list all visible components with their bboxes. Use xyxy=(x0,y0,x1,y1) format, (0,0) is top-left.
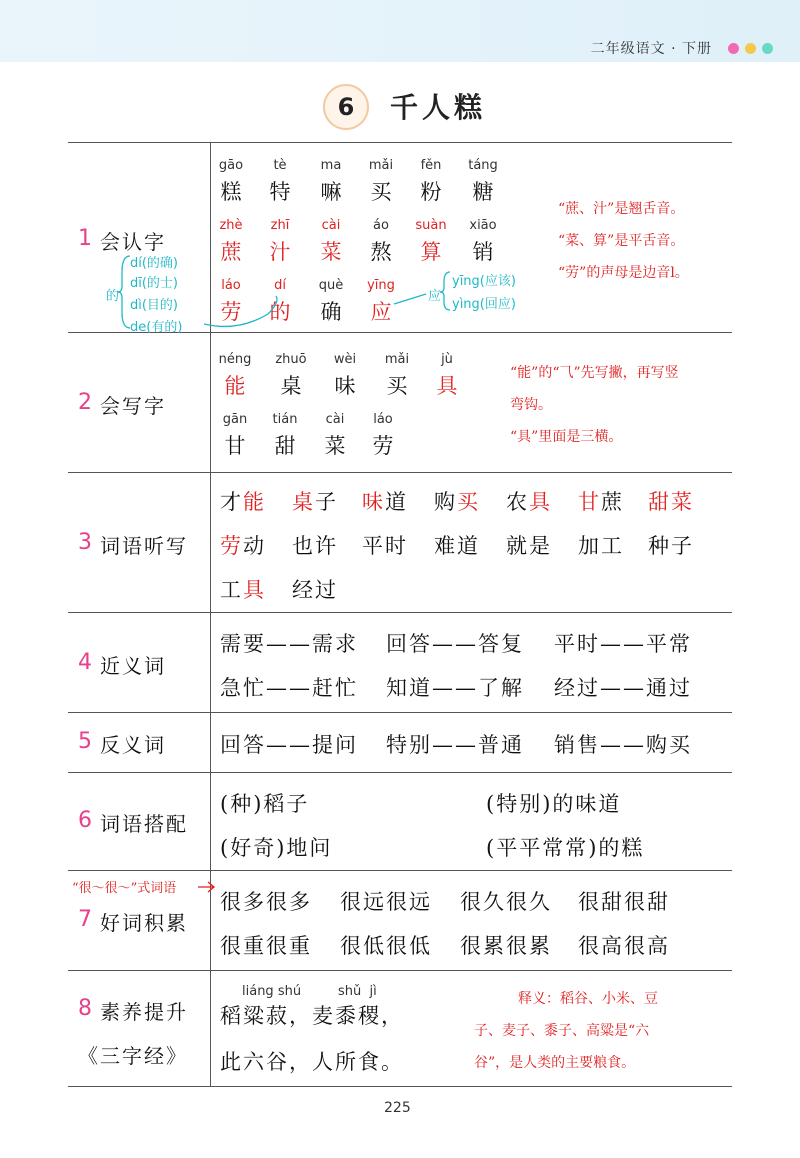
collocation: (种)稻子 xyxy=(220,792,310,816)
good-word: 很久很久 xyxy=(460,890,552,914)
char-cell: zhī 汁 xyxy=(269,218,291,264)
de-reading: dí(的确) xyxy=(130,256,179,271)
de-brace xyxy=(118,252,288,332)
char-cell: suàn 算 xyxy=(415,218,447,264)
pinyin-hint: shǔ jì xyxy=(338,984,377,999)
good-word: 很累很累 xyxy=(460,934,552,958)
synonym-pair: 平时——平常 xyxy=(554,632,692,656)
row-number: 2 xyxy=(78,390,92,415)
char-cell: mǎi 买 xyxy=(384,352,410,398)
ying-reading: yìng(回应) xyxy=(452,297,516,312)
table-border-top xyxy=(68,142,732,143)
good-word: 很重很重 xyxy=(220,934,312,958)
row-number: 4 xyxy=(78,650,92,675)
book-title: 《三字经》 xyxy=(78,1044,188,1068)
char-cell: cài 菜 xyxy=(320,218,342,264)
word: 种子 xyxy=(648,534,694,558)
antonym-pair: 销售——购买 xyxy=(554,733,692,757)
good-word: 很多很多 xyxy=(220,890,312,914)
row-title: 词语听写 xyxy=(100,534,188,558)
synonym-pair: 经过——通过 xyxy=(554,676,692,700)
annotation-note: 释义：稻谷、小米、豆 xyxy=(518,991,658,1007)
annotation-note: “具”里面是三横。 xyxy=(510,429,623,445)
good-word: 很甜很甜 xyxy=(578,890,670,914)
row-number: 7 xyxy=(78,907,92,932)
annotation-note: 弯钩。 xyxy=(510,397,552,413)
row-title: 素养提升 xyxy=(100,1000,188,1024)
char-cell: què 确 xyxy=(318,278,344,324)
table-divider xyxy=(68,870,732,871)
row-number: 6 xyxy=(78,808,92,833)
good-word: 很低很低 xyxy=(340,934,432,958)
good-word: 很远很远 xyxy=(340,890,432,914)
annotation-note: “很～很～”式词语 xyxy=(72,881,177,896)
de-label: 的 xyxy=(106,289,120,304)
table-divider xyxy=(68,970,732,971)
char-cell: fěn 粉 xyxy=(420,158,442,204)
word: 就是 xyxy=(506,534,552,558)
word: 也许 xyxy=(292,534,338,558)
annotation-note: “蔗、汁”是翘舌音。 xyxy=(558,201,685,217)
table-border-bottom xyxy=(68,1086,732,1087)
char-cell: láo 劳 xyxy=(372,412,394,458)
table-divider xyxy=(68,472,732,473)
annotation-note: “劳”的声母是边音l。 xyxy=(558,265,689,281)
word: 劳动 xyxy=(220,534,266,558)
dot-teal xyxy=(762,43,773,54)
annotation-note: “菜、算”是平舌音。 xyxy=(558,233,685,249)
char-cell: xiāo 销 xyxy=(469,218,497,264)
word: 才能 xyxy=(220,490,266,514)
word: 加工 xyxy=(578,534,624,558)
word: 甜菜 xyxy=(648,490,694,514)
page-number: 225 xyxy=(384,1100,411,1116)
synonym-pair: 知道——了解 xyxy=(386,676,524,700)
collocation: (好奇)地问 xyxy=(220,836,333,860)
word: 桌子 xyxy=(292,490,338,514)
synonym-pair: 回答——答复 xyxy=(386,632,524,656)
row-title: 词语搭配 xyxy=(100,812,188,836)
row-number: 5 xyxy=(78,729,92,754)
arrow-icon xyxy=(198,880,220,894)
row-title: 好词积累 xyxy=(100,911,188,935)
char-cell: jù 具 xyxy=(436,352,458,398)
row-title: 会认字 xyxy=(100,230,166,254)
char-cell: mǎi 买 xyxy=(368,158,394,204)
de-reading: dī(的士) xyxy=(130,276,179,291)
table-divider xyxy=(68,612,732,613)
de-reading: de(有的) xyxy=(130,320,183,335)
row-title: 反义词 xyxy=(100,733,166,757)
row-number: 8 xyxy=(78,996,92,1021)
ying-label: 应 xyxy=(428,289,442,304)
annotation-note: 谷”，是人类的主要粮食。 xyxy=(474,1055,636,1071)
char-cell: tián 甜 xyxy=(272,412,298,458)
classic-line: 稻粱菽，麦黍稷， xyxy=(220,1004,404,1028)
word: 工具 xyxy=(220,578,266,602)
word: 味道 xyxy=(362,490,408,514)
char-cell: yīng 应 xyxy=(367,278,395,324)
synonym-pair: 急忙——赶忙 xyxy=(220,676,358,700)
antonym-pair: 回答——提问 xyxy=(220,733,358,757)
collocation: (特别)的味道 xyxy=(486,792,622,816)
ying-reading: yīng(应该) xyxy=(452,274,516,289)
de-reading: dì(目的) xyxy=(130,298,179,313)
char-cell: gān 甘 xyxy=(222,412,248,458)
word: 甘蔗 xyxy=(578,490,624,514)
char-cell: zhuō 桌 xyxy=(275,352,307,398)
collocation: (平平常常)的糕 xyxy=(486,836,645,860)
ying-brace xyxy=(392,268,456,312)
char-cell: gāo 糕 xyxy=(218,158,244,204)
table-divider xyxy=(68,772,732,773)
pinyin-hint: liáng shú xyxy=(242,984,302,999)
header-label: 二年级语文 · 下册 xyxy=(590,41,712,57)
dot-pink xyxy=(728,43,739,54)
char-cell: áo 熬 xyxy=(370,218,392,264)
word: 平时 xyxy=(362,534,408,558)
char-cell: néng 能 xyxy=(218,352,252,398)
char-cell: dí 的 xyxy=(269,278,291,324)
char-cell: zhè 蔗 xyxy=(219,218,243,264)
annotation-note: 子、麦子、黍子、高粱是“六 xyxy=(474,1023,650,1039)
char-cell: tè 特 xyxy=(269,158,291,204)
word: 农具 xyxy=(506,490,552,514)
row-number: 3 xyxy=(78,530,92,555)
word: 经过 xyxy=(292,578,338,602)
dot-yellow xyxy=(745,43,756,54)
char-cell: láo 劳 xyxy=(220,278,242,324)
classic-line: 此六谷，人所食。 xyxy=(220,1050,404,1074)
antonym-pair: 特别——普通 xyxy=(386,733,524,757)
row-number: 1 xyxy=(78,226,92,251)
char-cell: táng 糖 xyxy=(468,158,498,204)
good-word: 很高很高 xyxy=(578,934,670,958)
table-divider xyxy=(68,712,732,713)
word: 难道 xyxy=(434,534,480,558)
row-title: 近义词 xyxy=(100,654,166,678)
char-cell: ma 嘛 xyxy=(320,158,342,204)
row-title: 会写字 xyxy=(100,394,166,418)
lesson-title: 千人糕 xyxy=(390,91,487,124)
word: 购买 xyxy=(434,490,480,514)
annotation-note: “能”的“⺄”先写撇，再写竖 xyxy=(510,365,679,381)
char-cell: cài 菜 xyxy=(324,412,346,458)
lesson-number: 6 xyxy=(323,84,369,130)
char-cell: wèi 味 xyxy=(333,352,357,398)
synonym-pair: 需要——需求 xyxy=(220,632,358,656)
